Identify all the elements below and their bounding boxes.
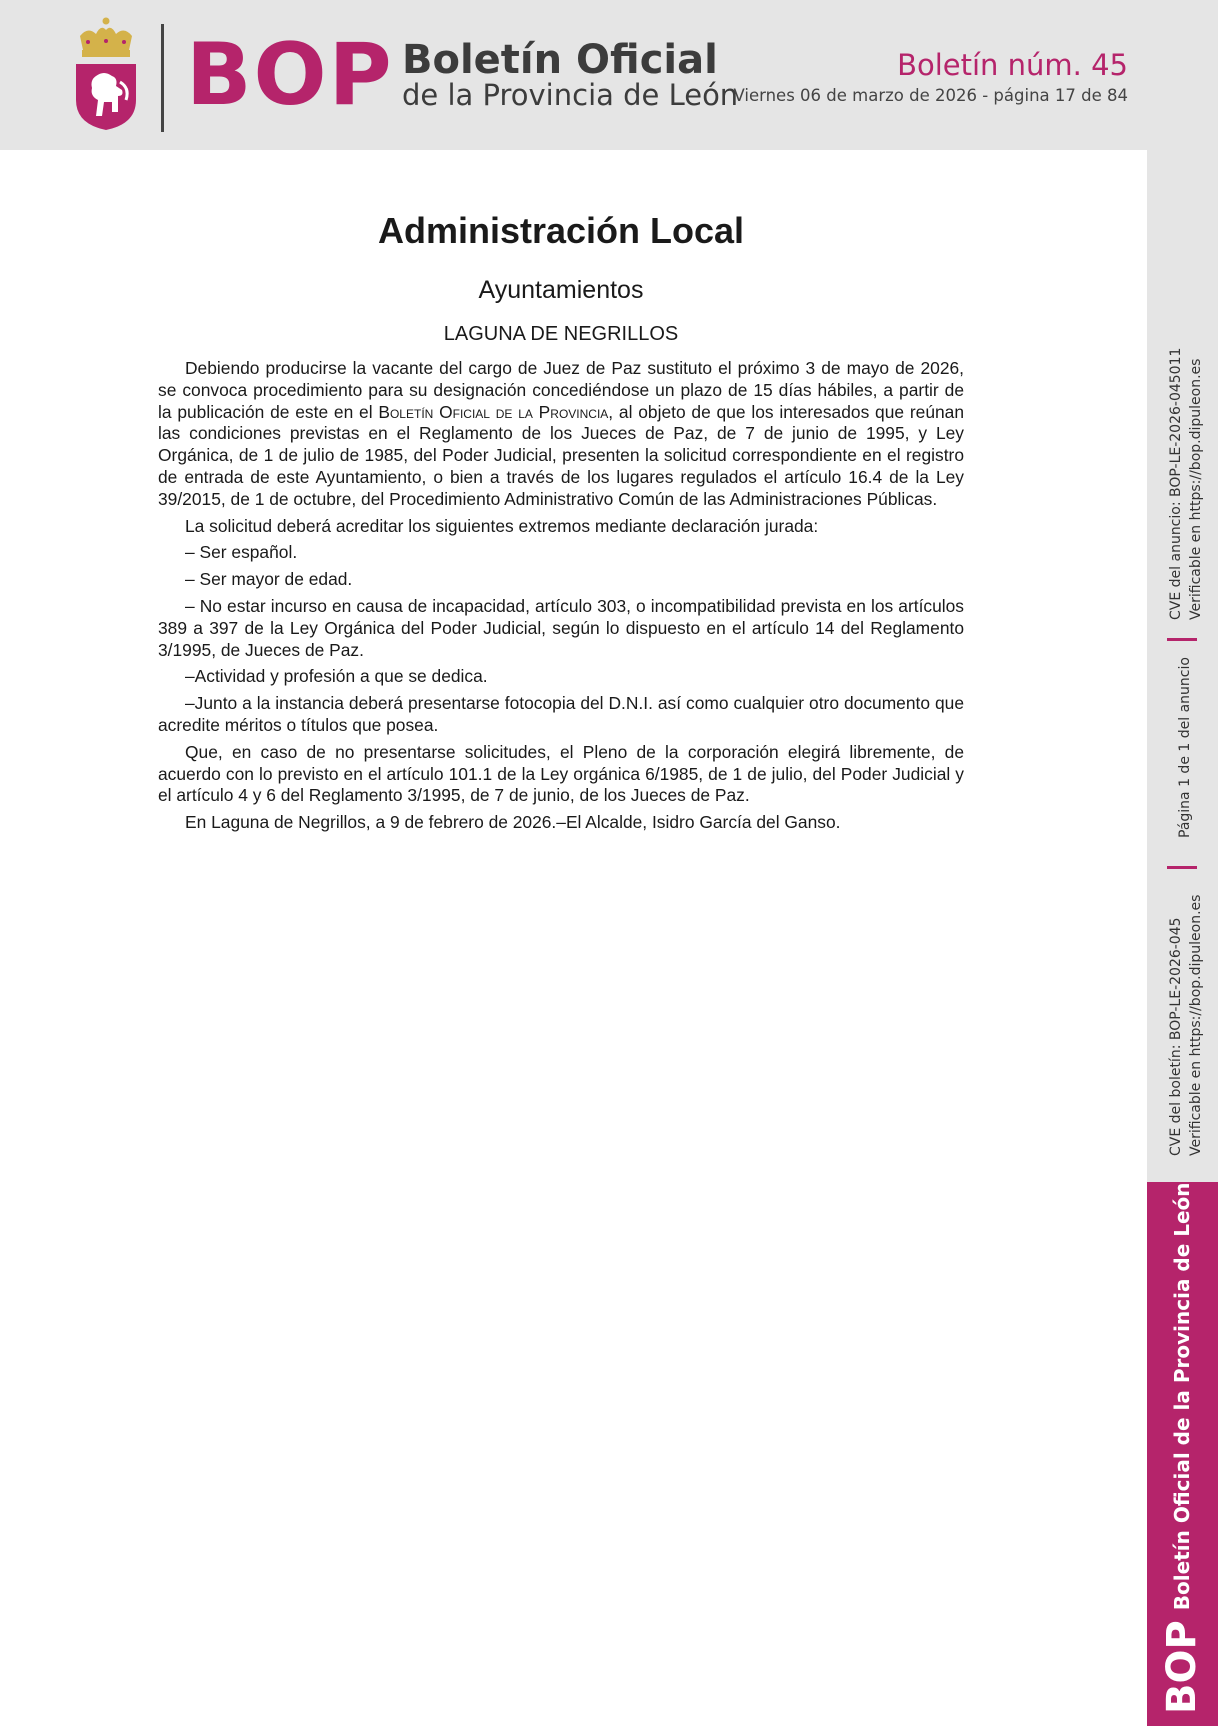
pagina-block: [1175, 657, 1195, 838]
paragraph: Que, en caso de no presentarse solicitudes, el Pleno de la corporación elegirá libremente, de acuerdo con lo previsto en el artículo 101.1 de la Ley orgánica 6/1985, de 1 de julio, del Poder Judicial y el artículo 4 y 6 del Reglamento 3/1995, de 7 de junio, de los Jueces de Paz.: [158, 741, 964, 806]
list-item: –Actividad y profesión a que se dedica.: [185, 666, 488, 687]
rail-brand-abbr: BOP: [1159, 1620, 1205, 1714]
list-item: – Ser español.: [185, 542, 298, 563]
bop-logo: BOP: [186, 25, 394, 125]
document-body: [158, 200, 964, 839]
rail-marker: [1167, 866, 1197, 869]
page-header: [0, 0, 1218, 150]
subsection-title: Ayuntamientos: [478, 276, 644, 304]
bulletin-reference: Boletín Oficial de la Provincia: [378, 401, 609, 422]
cve-boletin-block: [1166, 895, 1206, 1156]
coat-of-arms-icon: [74, 16, 138, 132]
verificable-link[interactable]: Verificable en https://bop.dipuleon.es: [1188, 358, 1204, 620]
rail-brand: [1160, 1182, 1204, 1714]
rail-brand-full: Boletín Oficial de la Provincia de León: [1170, 1182, 1194, 1611]
bulletin-subtitle: de la Provincia de León: [402, 78, 739, 112]
list-item: –Junto a la instancia deberá presentarse fotocopia del D.N.I. así como cualquier otro documento que acredite méritos o títulos que posea.: [158, 693, 964, 735]
pagina-anuncio: Página 1 de 1 del anuncio: [1177, 657, 1193, 838]
paragraph-text: Debiendo producirse la vacante del cargo de Juez de Paz sustituto el próximo 3 de mayo de 2026, se convoca procedimiento para su designación concediéndose un plazo de 15 días hábiles, a partir de la publicación de este en el: [158, 358, 964, 422]
cve-boletin: CVE del boletín: BOP-LE-2026-045: [1168, 917, 1184, 1156]
cve-anuncio-block: [1166, 348, 1206, 620]
header-divider: [161, 24, 164, 132]
paragraph: La solicitud deberá acreditar los siguientes extremos mediante declaración jurada:: [185, 515, 819, 536]
entity-name: LAGUNA DE NEGRILLOS: [443, 323, 679, 345]
section-title: Administración Local: [377, 210, 745, 251]
paragraph: [158, 358, 964, 511]
rail-marker: [1167, 638, 1197, 641]
cve-anuncio: CVE del anuncio: BOP-LE-2026-045011: [1168, 347, 1184, 620]
bulletin-title: Boletín Oficial: [402, 37, 718, 83]
list-item: – Ser mayor de edad.: [185, 569, 353, 590]
bulletin-date-page: Viernes 06 de marzo de 2026 - página 17 de 84: [733, 86, 1128, 105]
signature-line: En Laguna de Negrillos, a 9 de febrero de 2026.–El Alcalde, Isidro García del Ganso.: [185, 812, 841, 833]
paragraph-text: , al objeto de que los interesados que reúnan las condiciones previstas en el Reglamento de los Jueces de Paz, de 7 de junio de 1995, y Ley Orgánica, de 1 de julio de 1985, del Poder Judicial, presenten la solicitud correspondiente en el registro de entrada de este Ayuntamiento, o bien a través de los lugares regulados el artículo 16.4 de la Ley 39/2015, de 1 de octubre, del Procedimiento Administrativo Común de las Administraciones Públicas.: [158, 401, 965, 509]
verificable-link[interactable]: Verificable en https://bop.dipuleon.es: [1188, 894, 1204, 1156]
list-item: – No estar incurso en causa de incapacidad, artículo 303, o incompatibilidad prevista en los artículos 389 a 397 de la Ley Orgánica del Poder Judicial, según lo dispuesto en el artículo 14 del Reglamento 3/1995, de Jueces de Paz.: [158, 595, 964, 660]
bulletin-number: Boletín núm. 45: [897, 48, 1128, 82]
